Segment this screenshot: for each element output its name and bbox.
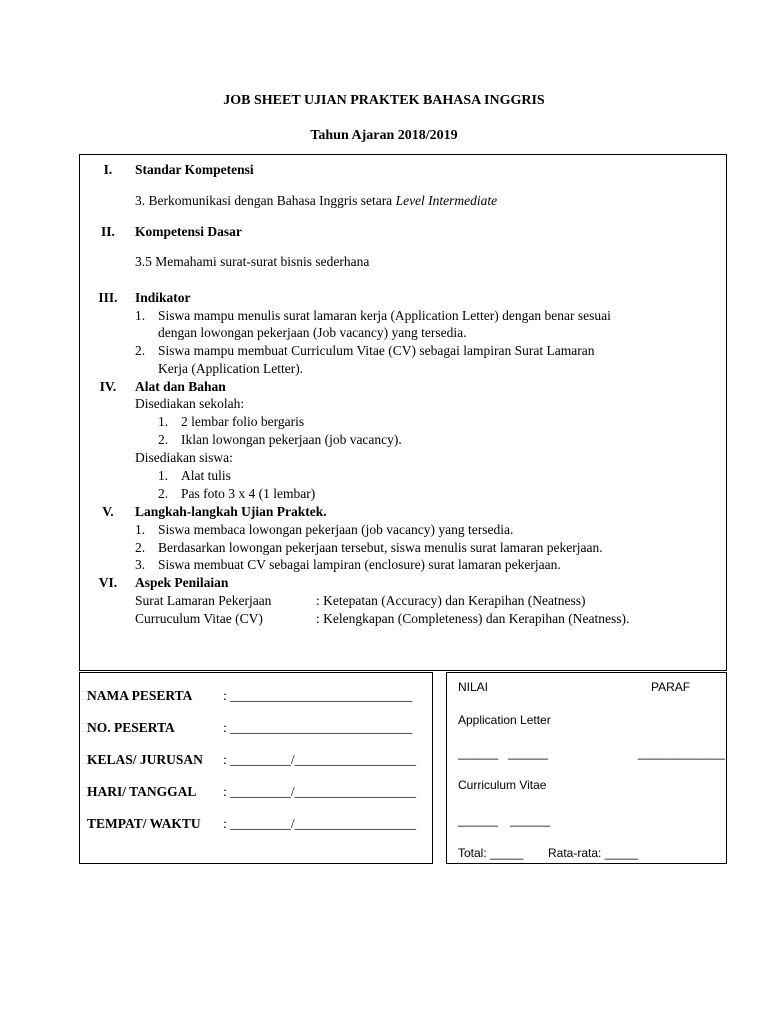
assessment-criteria: : Ketepatan (Accuracy) dan Kerapihan (Neatness) bbox=[316, 593, 586, 608]
section-2-text: 3.5 Memahami surat-surat bisnis sederhana bbox=[135, 254, 370, 269]
section-2-heading: Kompetensi Dasar bbox=[135, 224, 242, 239]
participant-number-field[interactable]: : ___________________________ bbox=[223, 720, 413, 735]
assessment-label: Curruculum Vitae (CV) bbox=[135, 611, 263, 626]
place-time-label: TEMPAT/ WAKTU bbox=[87, 816, 201, 831]
day-date-label: HARI/ TANGGAL bbox=[87, 784, 197, 799]
student-provided-label: Disediakan siswa: bbox=[135, 450, 233, 465]
participant-name-label: NAMA PESERTA bbox=[87, 688, 193, 703]
section-1-text bbox=[135, 193, 497, 209]
section-3-heading: Indikator bbox=[135, 290, 191, 305]
participant-name-field[interactable]: : ___________________________ bbox=[223, 688, 413, 703]
section-1-heading: Standar Kompetensi bbox=[135, 162, 254, 177]
total-score-field[interactable]: Total: _____ bbox=[458, 846, 524, 860]
curriculum-vitae-score-field[interactable]: ______ bbox=[458, 813, 499, 827]
indicator-item-number: 1. bbox=[135, 308, 146, 323]
school-item-number: 1. bbox=[158, 414, 169, 429]
step-item-text: Berdasarkan lowongan pekerjaan tersebut, siswa menulis surat lamaran pekerjaan. bbox=[158, 540, 603, 555]
student-item-text: Alat tulis bbox=[181, 468, 231, 483]
participant-number-label: NO. PESERTA bbox=[87, 720, 175, 735]
class-major-field[interactable]: : _________/__________________ bbox=[223, 752, 417, 767]
indicator-item-line: Siswa mampu membuat Curriculum Vitae (CV) sebagai lampiran Surat Lamaran bbox=[158, 343, 595, 358]
assessment-label: Surat Lamaran Pekerjaan bbox=[135, 593, 272, 608]
school-item-number: 2. bbox=[158, 432, 169, 447]
section-1-text-prefix: 3. Berkomunikasi dengan Bahasa Inggris setara bbox=[135, 193, 396, 208]
section-5-heading: Langkah-langkah Ujian Praktek. bbox=[135, 504, 327, 519]
section-1-numeral: I. bbox=[103, 162, 113, 177]
curriculum-vitae-score-field[interactable]: ______ bbox=[510, 813, 551, 827]
school-provided-label: Disediakan sekolah: bbox=[135, 396, 245, 411]
class-major-label: KELAS/ JURUSAN bbox=[87, 752, 203, 767]
application-letter-label: Application Letter bbox=[458, 713, 551, 727]
step-item-number: 3. bbox=[135, 557, 146, 572]
indicator-item-line: dengan lowongan pekerjaan (Job vacancy) yang tersedia. bbox=[158, 325, 467, 340]
indicator-item-number: 2. bbox=[135, 343, 146, 358]
student-item-text: Pas foto 3 x 4 (1 lembar) bbox=[181, 486, 316, 501]
academic-year: Tahun Ajaran 2018/2019 bbox=[310, 128, 458, 143]
paraf-signature-field[interactable]: _____________ bbox=[638, 746, 725, 760]
document-title: JOB SHEET UJIAN PRAKTEK BAHASA INGGRIS bbox=[223, 93, 545, 108]
average-score-field[interactable]: Rata-rata: _____ bbox=[548, 846, 639, 860]
day-date-field[interactable]: : _________/__________________ bbox=[223, 784, 417, 799]
student-item-number: 2. bbox=[158, 486, 169, 501]
paraf-label: PARAF bbox=[651, 680, 691, 694]
step-item-number: 1. bbox=[135, 522, 146, 537]
section-6-numeral: VI. bbox=[98, 575, 118, 590]
section-1-text-italic: Level Intermediate bbox=[395, 193, 498, 208]
section-6-heading: Aspek Penilaian bbox=[135, 575, 229, 590]
school-item-text: 2 lembar folio bergaris bbox=[181, 414, 305, 429]
section-4-numeral: IV. bbox=[99, 379, 117, 394]
section-4-heading: Alat dan Bahan bbox=[135, 379, 226, 394]
step-item-text: Siswa membaca lowongan pekerjaan (job vacancy) yang tersedia. bbox=[158, 522, 514, 537]
indicator-item-line: Siswa mampu menulis surat lamaran kerja (Application Letter) dengan benar sesuai bbox=[158, 308, 611, 323]
assessment-criteria: : Kelengkapan (Completeness) dan Kerapihan (Neatness). bbox=[316, 611, 630, 626]
application-letter-score-field[interactable]: ______ bbox=[458, 746, 499, 760]
nilai-label: NILAI bbox=[458, 680, 489, 694]
section-2-numeral: II. bbox=[101, 224, 115, 239]
section-5-numeral: V. bbox=[102, 504, 114, 519]
place-time-field[interactable]: : _________/__________________ bbox=[223, 816, 417, 831]
school-item-text: Iklan lowongan pekerjaan (job vacancy). bbox=[181, 432, 402, 447]
student-item-number: 1. bbox=[158, 468, 169, 483]
score-box bbox=[446, 672, 727, 864]
step-item-text: Siswa membuat CV sebagai lampiran (enclosure) surat lamaran pekerjaan. bbox=[158, 557, 561, 572]
curriculum-vitae-label: Curriculum Vitae bbox=[458, 778, 547, 792]
section-3-numeral: III. bbox=[98, 290, 118, 305]
application-letter-score-field[interactable]: ______ bbox=[508, 746, 549, 760]
indicator-item-line: Kerja (Application Letter). bbox=[158, 361, 304, 376]
step-item-number: 2. bbox=[135, 540, 146, 555]
